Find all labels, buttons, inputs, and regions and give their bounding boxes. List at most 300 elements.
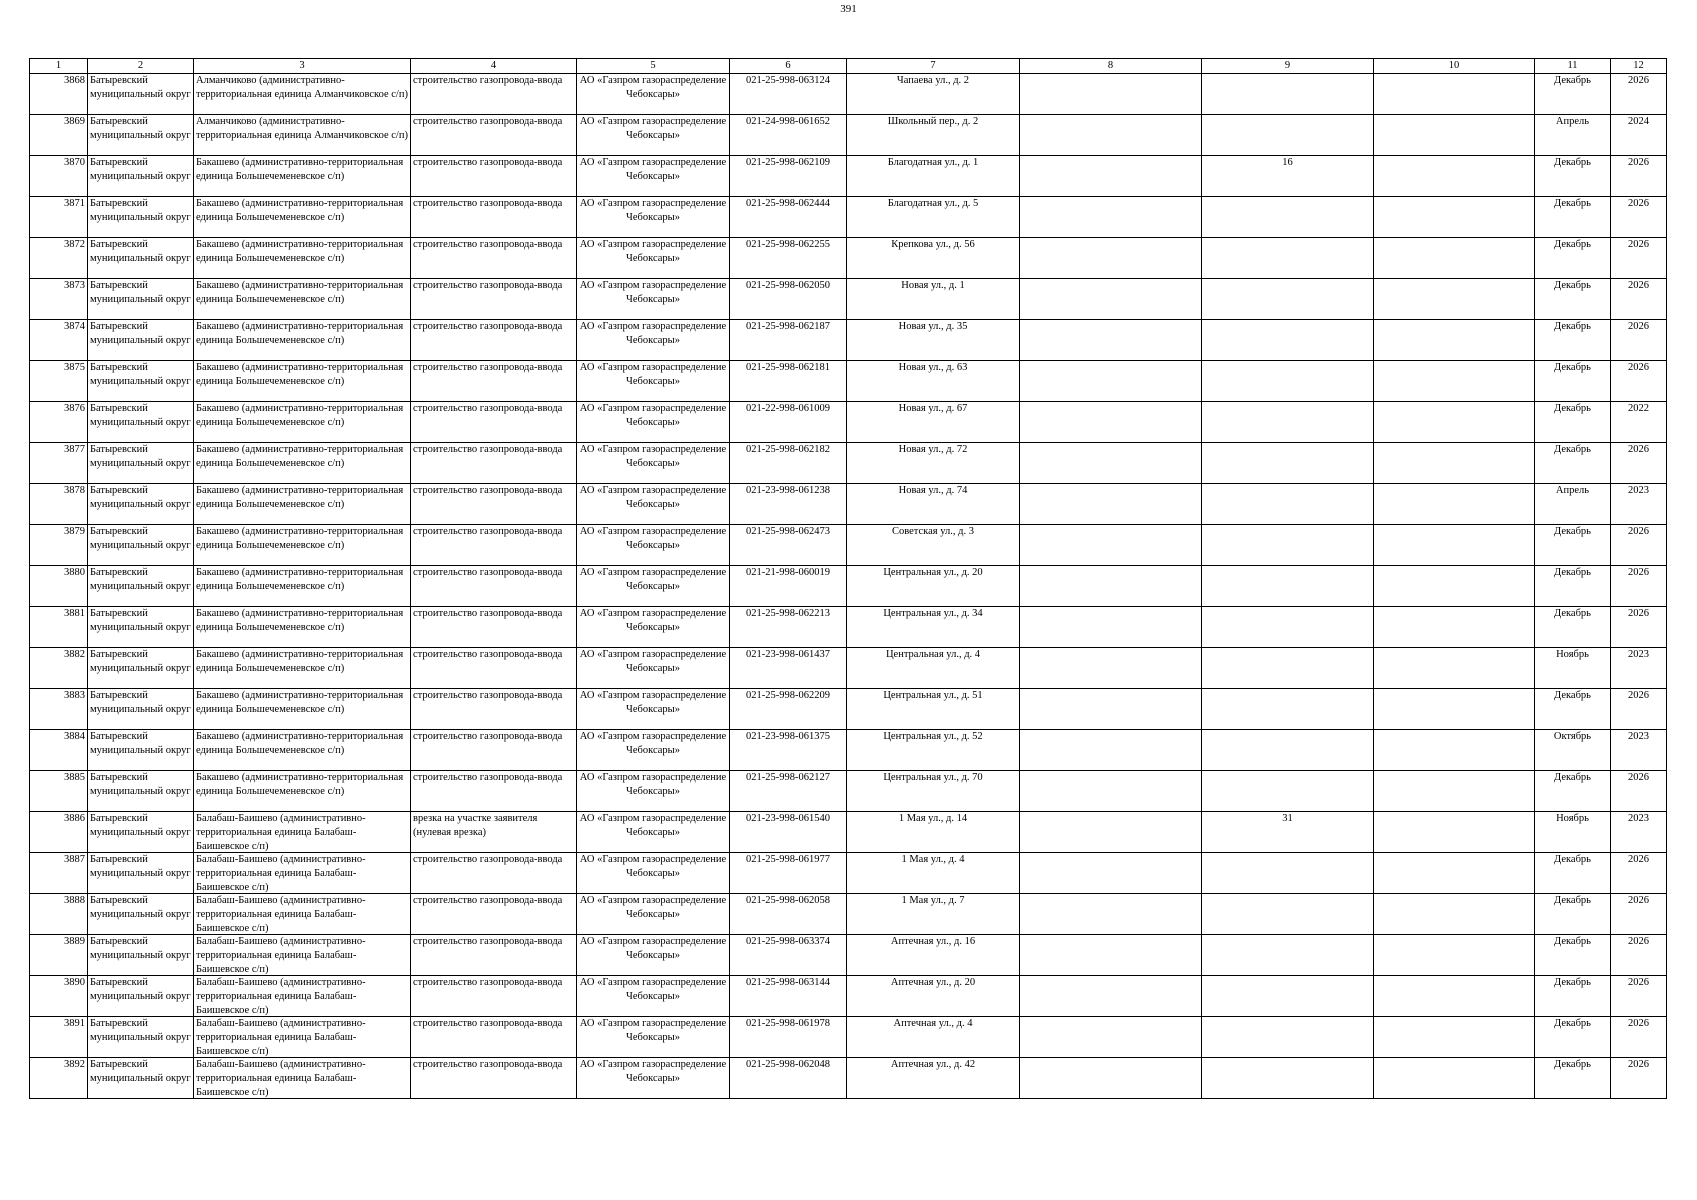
cell-col-8: [1020, 525, 1202, 566]
cell-col-10-text: [1376, 279, 1532, 319]
cell-settlement: [194, 1058, 411, 1099]
cell-organization-text: АО «Газпром газораспределение Чебоксары»: [579, 567, 727, 592]
cell-row-number: [30, 361, 88, 402]
cell-month: [1535, 156, 1611, 197]
cell-organization: [577, 648, 730, 689]
cell-col-9-text: [1204, 566, 1371, 606]
cell-address: [847, 1058, 1020, 1099]
cell-district-text: Батыревский муниципальный округ: [90, 1018, 191, 1043]
cell-district-text: Батыревский муниципальный округ: [90, 690, 191, 715]
cell-organization: [577, 156, 730, 197]
cell-col-8-text: [1022, 566, 1199, 606]
cell-year: [1611, 1058, 1667, 1099]
cell-col-9-text: [1204, 689, 1371, 729]
cell-district: [88, 607, 194, 648]
cell-application-code-text: 021-25-998-062473: [746, 526, 830, 537]
cell-col-9-text: [1204, 1017, 1371, 1057]
cell-month: [1535, 279, 1611, 320]
cell-district-text: Батыревский муниципальный округ: [90, 936, 191, 961]
cell-organization: [577, 361, 730, 402]
cell-month: [1535, 771, 1611, 812]
cell-year: [1611, 115, 1667, 156]
cell-col-9-text: [1204, 484, 1371, 524]
cell-organization: [577, 115, 730, 156]
cell-district-text: Батыревский муниципальный округ: [90, 813, 191, 838]
cell-row-number-text: 3876: [64, 403, 85, 414]
cell-col-9: [1202, 689, 1374, 730]
cell-application-code-text: 021-23-998-061540: [746, 813, 830, 824]
cell-row-number: [30, 1017, 88, 1058]
cell-settlement: [194, 566, 411, 607]
cell-col-9-text: [1204, 525, 1371, 565]
cell-col-9: [1202, 935, 1374, 976]
page-number: 391: [840, 3, 857, 15]
cell-settlement-text: Бакашево (административно-территориальная единица Большечеменевское с/п): [196, 567, 404, 592]
cell-application-code: [730, 812, 847, 853]
cell-year: [1611, 566, 1667, 607]
cell-col-9-text: [1204, 648, 1371, 688]
table-body: [30, 74, 1667, 1099]
table-row: [30, 976, 1667, 1017]
column-header-1: 1: [30, 59, 88, 74]
cell-col-10-text: [1376, 320, 1532, 360]
cell-application-code: [730, 648, 847, 689]
cell-work-type: [411, 115, 577, 156]
cell-col-8: [1020, 1058, 1202, 1099]
cell-month: [1535, 115, 1611, 156]
cell-settlement-text: Бакашево (административно-территориальная единица Большечеменевское с/п): [196, 649, 404, 674]
cell-settlement-text: Бакашево (административно-территориальная единица Большечеменевское с/п): [196, 731, 404, 756]
cell-col-8: [1020, 894, 1202, 935]
cell-organization: [577, 894, 730, 935]
table-row: [30, 648, 1667, 689]
cell-address-text: Аптечная ул., д. 4: [893, 1018, 973, 1029]
cell-application-code: [730, 976, 847, 1017]
cell-work-type-text: врезка на участке заявителя (нулевая врезка): [413, 813, 538, 838]
cell-settlement: [194, 115, 411, 156]
cell-col-10: [1374, 361, 1535, 402]
cell-application-code: [730, 156, 847, 197]
cell-year: [1611, 935, 1667, 976]
cell-month-text: Декабрь: [1554, 895, 1591, 906]
cell-month: [1535, 1058, 1611, 1099]
cell-col-10: [1374, 115, 1535, 156]
cell-year: [1611, 812, 1667, 853]
cell-month-text: Декабрь: [1554, 772, 1591, 783]
cell-district: [88, 1058, 194, 1099]
cell-month-text: Декабрь: [1554, 321, 1591, 332]
cell-month: [1535, 607, 1611, 648]
cell-district-text: Батыревский муниципальный округ: [90, 608, 191, 633]
cell-work-type: [411, 320, 577, 361]
cell-year: [1611, 894, 1667, 935]
cell-address: [847, 689, 1020, 730]
cell-col-9-text: [1204, 894, 1371, 934]
cell-month-text: Ноябрь: [1556, 813, 1589, 824]
cell-application-code-text: 021-23-998-061437: [746, 649, 830, 660]
cell-col-10: [1374, 935, 1535, 976]
table-row: [30, 812, 1667, 853]
table-row: [30, 74, 1667, 115]
cell-district: [88, 935, 194, 976]
cell-col-10-text: [1376, 566, 1532, 606]
cell-col-10: [1374, 689, 1535, 730]
cell-address: [847, 730, 1020, 771]
cell-district-text: Батыревский муниципальный округ: [90, 1059, 191, 1084]
cell-organization: [577, 443, 730, 484]
cell-settlement: [194, 812, 411, 853]
cell-application-code-text: 021-25-998-062127: [746, 772, 830, 783]
cell-year-text: 2026: [1628, 362, 1649, 373]
cell-row-number-text: 3868: [64, 75, 85, 86]
cell-district-text: Батыревский муниципальный округ: [90, 485, 191, 510]
cell-year-text: 2026: [1628, 1018, 1649, 1029]
cell-col-9: [1202, 238, 1374, 279]
cell-row-number: [30, 607, 88, 648]
cell-row-number-text: 3874: [64, 321, 85, 332]
cell-application-code: [730, 279, 847, 320]
cell-year-text: 2026: [1628, 567, 1649, 578]
cell-address: [847, 853, 1020, 894]
cell-address: [847, 894, 1020, 935]
cell-col-9: [1202, 648, 1374, 689]
cell-row-number: [30, 771, 88, 812]
cell-month: [1535, 361, 1611, 402]
cell-application-code: [730, 853, 847, 894]
cell-application-code-text: 021-23-998-061238: [746, 485, 830, 496]
cell-col-8-text: [1022, 730, 1199, 770]
cell-col-9-text: [1204, 976, 1371, 1016]
cell-row-number-text: 3873: [64, 280, 85, 291]
cell-year: [1611, 443, 1667, 484]
cell-organization-text: АО «Газпром газораспределение Чебоксары»: [579, 403, 727, 428]
cell-col-10-text: [1376, 484, 1532, 524]
cell-district: [88, 648, 194, 689]
cell-col-9-text: [1204, 115, 1371, 155]
cell-organization-text: АО «Газпром газораспределение Чебоксары»: [579, 239, 727, 264]
cell-application-code: [730, 115, 847, 156]
cell-col-10: [1374, 443, 1535, 484]
cell-row-number: [30, 1058, 88, 1099]
cell-settlement-text: Бакашево (административно-территориальная единица Большечеменевское с/п): [196, 772, 404, 797]
cell-address-text: Новая ул., д. 72: [898, 444, 968, 455]
cell-year-text: 2026: [1628, 772, 1649, 783]
cell-row-number: [30, 320, 88, 361]
cell-organization: [577, 525, 730, 566]
cell-address-text: 1 Мая ул., д. 4: [901, 854, 965, 865]
cell-settlement: [194, 443, 411, 484]
cell-district-text: Батыревский муниципальный округ: [90, 75, 191, 100]
table-header: [30, 59, 1667, 74]
cell-settlement-text: Бакашево (административно-территориальная единица Большечеменевское с/п): [196, 198, 404, 223]
cell-month-text: Декабрь: [1554, 936, 1591, 947]
cell-district-text: Батыревский муниципальный округ: [90, 731, 191, 756]
cell-col-8-text: [1022, 443, 1199, 483]
cell-organization: [577, 279, 730, 320]
cell-application-code: [730, 771, 847, 812]
cell-year: [1611, 1017, 1667, 1058]
cell-row-number: [30, 484, 88, 525]
cell-year-text: 2023: [1628, 813, 1649, 824]
cell-col-9: [1202, 1058, 1374, 1099]
cell-application-code: [730, 361, 847, 402]
cell-district-text: Батыревский муниципальный округ: [90, 239, 191, 264]
cell-application-code-text: 021-25-998-063124: [746, 75, 830, 86]
cell-organization-text: АО «Газпром газораспределение Чебоксары»: [579, 1018, 727, 1043]
cell-address-text: Аптечная ул., д. 16: [890, 936, 976, 947]
cell-row-number: [30, 566, 88, 607]
cell-work-type: [411, 648, 577, 689]
cell-col-10-text: [1376, 853, 1532, 893]
cell-organization-text: АО «Газпром газораспределение Чебоксары»: [579, 280, 727, 305]
cell-year: [1611, 402, 1667, 443]
cell-col-10: [1374, 894, 1535, 935]
cell-col-10-text: [1376, 894, 1532, 934]
cell-settlement: [194, 853, 411, 894]
cell-work-type: [411, 197, 577, 238]
cell-col-10-text: [1376, 648, 1532, 688]
cell-col-10-text: [1376, 976, 1532, 1016]
cell-col-10: [1374, 771, 1535, 812]
cell-organization: [577, 607, 730, 648]
cell-col-8: [1020, 238, 1202, 279]
cell-row-number: [30, 812, 88, 853]
cell-col-10-text: [1376, 1017, 1532, 1057]
cell-address-text: Новая ул., д. 74: [898, 485, 968, 496]
cell-application-code-text: 021-23-998-061375: [746, 731, 830, 742]
cell-work-type-text: строительство газопровода-ввода: [413, 936, 563, 947]
cell-organization: [577, 238, 730, 279]
cell-organization: [577, 566, 730, 607]
cell-district: [88, 115, 194, 156]
cell-col-9: [1202, 607, 1374, 648]
cell-month: [1535, 1017, 1611, 1058]
cell-month: [1535, 74, 1611, 115]
cell-organization: [577, 935, 730, 976]
cell-organization: [577, 1058, 730, 1099]
table-row: [30, 935, 1667, 976]
cell-application-code-text: 021-25-998-062209: [746, 690, 830, 701]
cell-row-number-text: 3883: [64, 690, 85, 701]
cell-application-code-text: 021-22-998-061009: [746, 403, 830, 414]
cell-organization: [577, 812, 730, 853]
cell-col-10-text: [1376, 1058, 1532, 1098]
cell-address-text: Центральная ул., д. 34: [883, 608, 983, 619]
cell-year: [1611, 648, 1667, 689]
cell-col-9-text: 31: [1282, 813, 1293, 824]
cell-col-10: [1374, 1017, 1535, 1058]
cell-district: [88, 812, 194, 853]
cell-month: [1535, 976, 1611, 1017]
cell-settlement-text: Балабаш-Баишево (административно-территориальная единица Балабаш-Баишевское с/п): [196, 813, 366, 852]
cell-year: [1611, 156, 1667, 197]
cell-row-number: [30, 443, 88, 484]
cell-col-8: [1020, 279, 1202, 320]
cell-work-type-text: строительство газопровода-ввода: [413, 608, 563, 619]
cell-address-text: 1 Мая ул., д. 7: [901, 895, 965, 906]
cell-application-code: [730, 689, 847, 730]
cell-district: [88, 197, 194, 238]
cell-month-text: Декабрь: [1554, 75, 1591, 86]
cell-col-9-text: [1204, 1058, 1371, 1098]
cell-application-code: [730, 894, 847, 935]
cell-application-code-text: 021-25-998-062181: [746, 362, 830, 373]
cell-address-text: Чапаева ул., д. 2: [896, 75, 970, 86]
cell-work-type: [411, 771, 577, 812]
cell-col-8: [1020, 689, 1202, 730]
cell-settlement: [194, 607, 411, 648]
cell-settlement-text: Бакашево (административно-территориальная единица Большечеменевское с/п): [196, 362, 404, 387]
cell-row-number-text: 3885: [64, 772, 85, 783]
cell-settlement-text: Бакашево (административно-территориальная единица Большечеменевское с/п): [196, 608, 404, 633]
cell-settlement-text: Балабаш-Баишево (административно-территориальная единица Балабаш-Баишевское с/п): [196, 854, 366, 893]
cell-row-number: [30, 279, 88, 320]
cell-settlement-text: Бакашево (административно-территориальная единица Большечеменевское с/п): [196, 157, 404, 182]
cell-application-code-text: 021-25-998-062187: [746, 321, 830, 332]
cell-row-number-text: 3892: [64, 1059, 85, 1070]
cell-district: [88, 156, 194, 197]
cell-work-type-text: строительство газопровода-ввода: [413, 198, 563, 209]
cell-address-text: Школьный пер., д. 2: [887, 116, 979, 127]
cell-col-9: [1202, 197, 1374, 238]
cell-address-text: Центральная ул., д. 20: [883, 567, 983, 578]
cell-col-10: [1374, 156, 1535, 197]
cell-district-text: Батыревский муниципальный округ: [90, 895, 191, 920]
cell-month: [1535, 443, 1611, 484]
cell-col-8: [1020, 115, 1202, 156]
cell-application-code-text: 021-25-998-062048: [746, 1059, 830, 1070]
cell-settlement: [194, 648, 411, 689]
cell-address: [847, 197, 1020, 238]
cell-year: [1611, 484, 1667, 525]
cell-month: [1535, 238, 1611, 279]
cell-col-9-text: [1204, 238, 1371, 278]
cell-col-10: [1374, 484, 1535, 525]
cell-year-text: 2026: [1628, 444, 1649, 455]
cell-col-8-text: [1022, 771, 1199, 811]
cell-address: [847, 279, 1020, 320]
cell-application-code-text: 021-25-998-062050: [746, 280, 830, 291]
cell-col-10-text: [1376, 361, 1532, 401]
cell-district: [88, 976, 194, 1017]
table-row: [30, 156, 1667, 197]
cell-organization: [577, 74, 730, 115]
cell-month: [1535, 935, 1611, 976]
cell-address-text: Новая ул., д. 1: [901, 280, 965, 291]
cell-col-10: [1374, 976, 1535, 1017]
cell-col-9-text: [1204, 853, 1371, 893]
cell-col-10: [1374, 525, 1535, 566]
cell-address: [847, 443, 1020, 484]
cell-application-code: [730, 320, 847, 361]
cell-col-8: [1020, 484, 1202, 525]
table-row: [30, 689, 1667, 730]
cell-col-10-text: [1376, 689, 1532, 729]
cell-address: [847, 74, 1020, 115]
cell-col-9: [1202, 730, 1374, 771]
cell-col-9: [1202, 115, 1374, 156]
cell-month-text: Апрель: [1555, 116, 1590, 127]
cell-col-8-text: [1022, 525, 1199, 565]
cell-address-text: Аптечная ул., д. 42: [890, 1059, 976, 1070]
cell-district-text: Батыревский муниципальный округ: [90, 280, 191, 305]
cell-col-10-text: [1376, 730, 1532, 770]
column-header-6: 6: [730, 59, 847, 74]
cell-month-text: Декабрь: [1554, 526, 1591, 537]
cell-col-9: [1202, 894, 1374, 935]
table-row: [30, 1017, 1667, 1058]
cell-application-code-text: 021-25-998-062058: [746, 895, 830, 906]
cell-work-type: [411, 156, 577, 197]
cell-col-9: [1202, 566, 1374, 607]
cell-month-text: Декабрь: [1554, 403, 1591, 414]
cell-work-type: [411, 443, 577, 484]
cell-col-8-text: [1022, 320, 1199, 360]
cell-settlement-text: Алманчиково (административно-территориальная единица Алманчиковское с/п): [196, 116, 408, 141]
cell-application-code-text: 021-25-998-062444: [746, 198, 830, 209]
cell-col-10: [1374, 279, 1535, 320]
cell-col-9: [1202, 853, 1374, 894]
cell-organization-text: АО «Газпром газораспределение Чебоксары»: [579, 198, 727, 223]
cell-work-type-text: строительство газопровода-ввода: [413, 1059, 563, 1070]
cell-work-type: [411, 402, 577, 443]
cell-district-text: Батыревский муниципальный округ: [90, 772, 191, 797]
cell-address: [847, 525, 1020, 566]
cell-settlement-text: Балабаш-Баишево (административно-территориальная единица Балабаш-Баишевское с/п): [196, 895, 366, 934]
cell-month-text: Декабрь: [1554, 690, 1591, 701]
cell-col-10: [1374, 74, 1535, 115]
cell-district-text: Батыревский муниципальный округ: [90, 444, 191, 469]
cell-col-8-text: [1022, 197, 1199, 237]
cell-application-code-text: 021-25-998-062109: [746, 157, 830, 168]
cell-col-10-text: [1376, 607, 1532, 647]
cell-settlement: [194, 894, 411, 935]
cell-district: [88, 484, 194, 525]
cell-work-type-text: строительство газопровода-ввода: [413, 731, 563, 742]
cell-col-9: [1202, 279, 1374, 320]
cell-settlement-text: Бакашево (административно-территориальная единица Большечеменевское с/п): [196, 403, 404, 428]
cell-year-text: 2026: [1628, 895, 1649, 906]
cell-row-number-text: 3881: [64, 608, 85, 619]
cell-work-type-text: строительство газопровода-ввода: [413, 75, 563, 86]
cell-col-9-text: [1204, 279, 1371, 319]
cell-settlement: [194, 361, 411, 402]
cell-col-8-text: [1022, 74, 1199, 114]
cell-row-number: [30, 238, 88, 279]
cell-settlement-text: Бакашево (административно-территориальная единица Большечеменевское с/п): [196, 321, 404, 346]
cell-settlement-text: Балабаш-Баишево (административно-территориальная единица Балабаш-Баишевское с/п): [196, 1018, 366, 1057]
cell-district-text: Батыревский муниципальный округ: [90, 321, 191, 346]
cell-col-9: [1202, 484, 1374, 525]
cell-col-9: [1202, 320, 1374, 361]
cell-col-10: [1374, 1058, 1535, 1099]
cell-work-type-text: строительство газопровода-ввода: [413, 403, 563, 414]
table-row: [30, 730, 1667, 771]
cell-row-number: [30, 853, 88, 894]
cell-col-9-text: 16: [1282, 157, 1293, 168]
cell-month: [1535, 648, 1611, 689]
cell-month: [1535, 197, 1611, 238]
cell-district-text: Батыревский муниципальный округ: [90, 977, 191, 1002]
cell-col-10-text: [1376, 197, 1532, 237]
cell-col-9-text: [1204, 443, 1371, 483]
cell-district-text: Батыревский муниципальный округ: [90, 198, 191, 223]
cell-settlement: [194, 484, 411, 525]
cell-col-8: [1020, 156, 1202, 197]
cell-application-code-text: 021-24-998-061652: [746, 116, 830, 127]
cell-work-type: [411, 976, 577, 1017]
cell-col-9: [1202, 976, 1374, 1017]
